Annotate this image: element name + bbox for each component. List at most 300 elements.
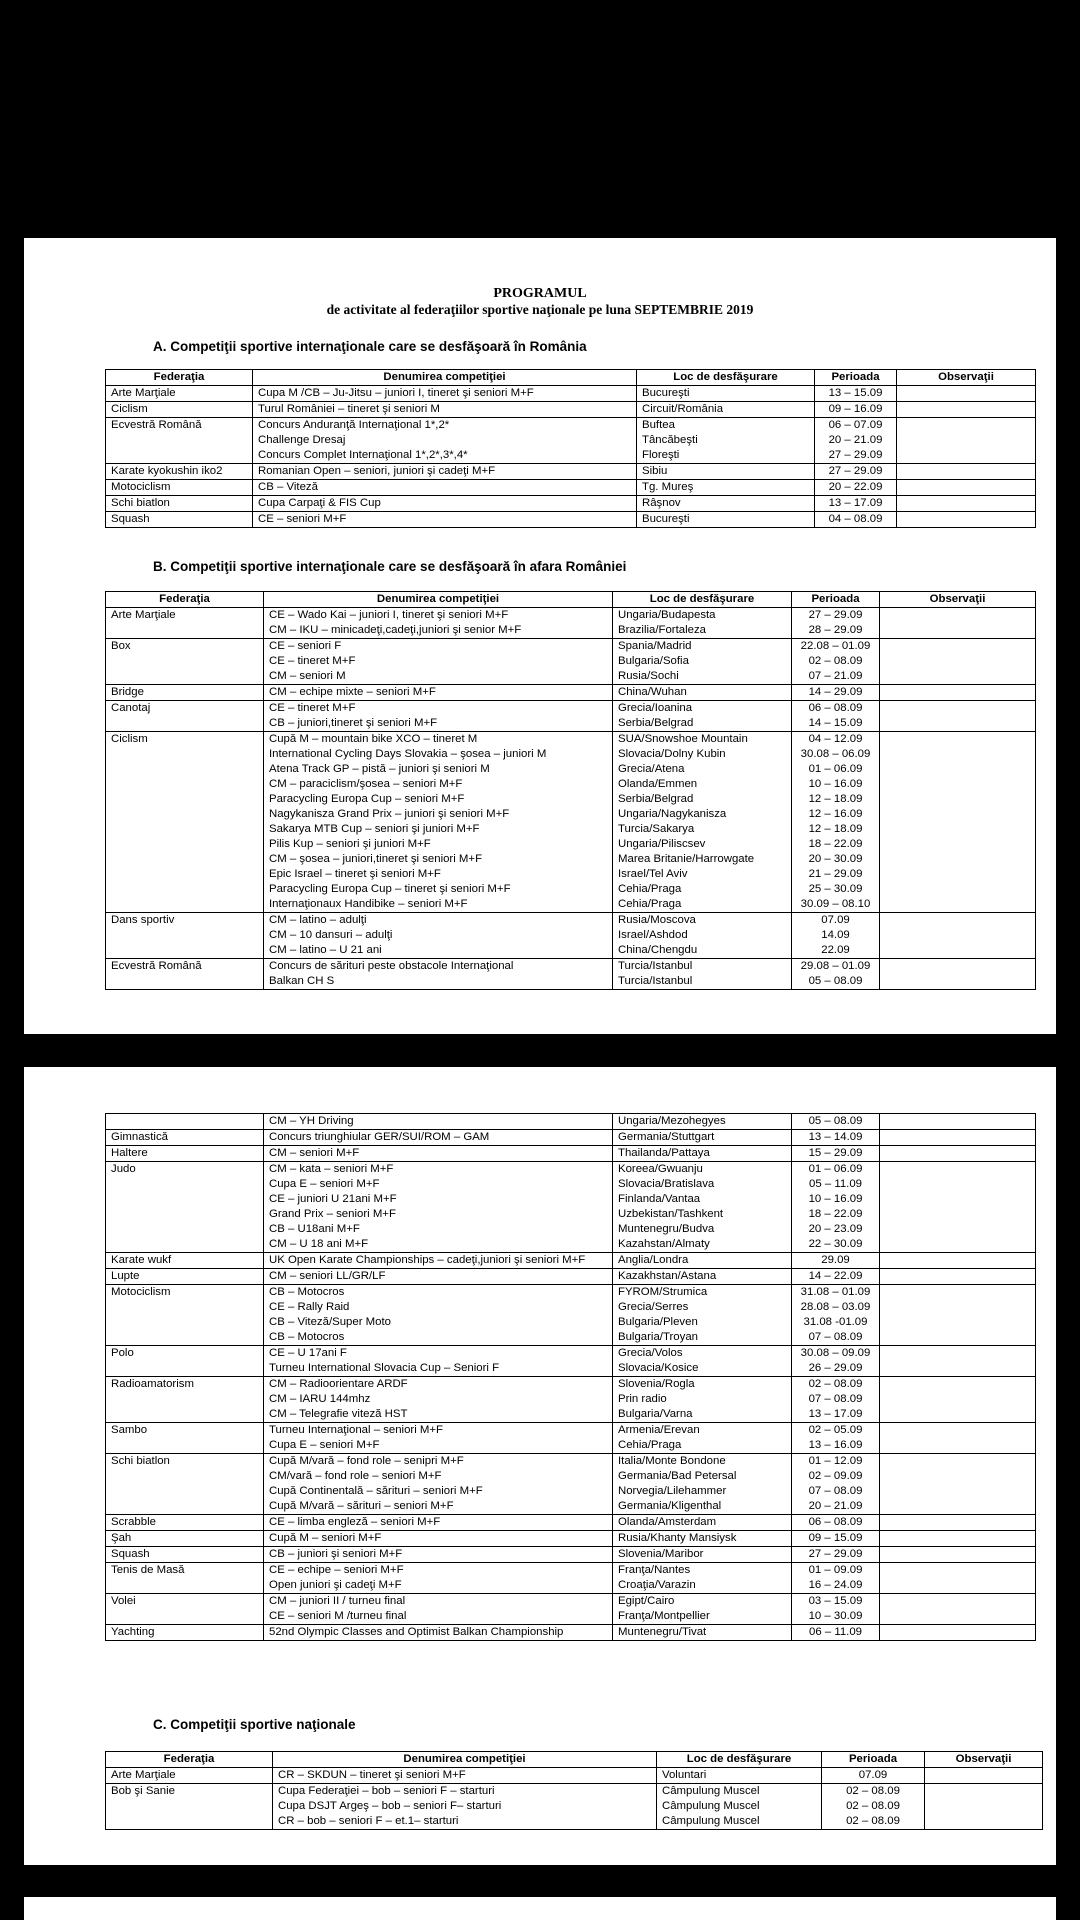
- cell-location-line: Turcia/Istanbul: [618, 960, 693, 972]
- cell-location-line: Floreşti: [642, 449, 680, 461]
- cell-location-line: Muntenegru/Tivat: [618, 1626, 707, 1638]
- cell-observations: [897, 464, 1036, 480]
- cell-period-line: 01 – 12.09: [808, 1455, 863, 1467]
- cell-location-line: China/Wuhan: [618, 686, 687, 698]
- cell-period: [792, 913, 880, 959]
- cell-location-line: Grecia/Volos: [618, 1347, 683, 1359]
- cell-competition-line: CM – U 18 ani M+F: [269, 1238, 369, 1250]
- cell-location-line: SUA/Snowshoe Mountain: [618, 733, 748, 745]
- cell-federation: Sambo: [106, 1423, 264, 1454]
- cell-competition-line: CE – juniori U 21ani M+F: [269, 1193, 397, 1205]
- cell-location-line: Câmpulung Muscel: [662, 1815, 760, 1827]
- cell-period-line: 27 – 29.09: [828, 465, 883, 477]
- cell-period: [792, 1130, 880, 1146]
- cell-competition: [264, 685, 613, 701]
- cell-competition-line: CM – şosea – juniori,tineret şi seniori M+F: [269, 853, 483, 865]
- cell-competition-line: CE – limba engleză – seniori M+F: [269, 1516, 441, 1528]
- cell-location-line: Armenia/Erevan: [618, 1424, 700, 1436]
- cell-location: [613, 1377, 792, 1423]
- cell-competition-line: Turneu International Slovacia Cup – Seniori F: [269, 1362, 500, 1374]
- cell-observations: [897, 496, 1036, 512]
- cell-competition-line: Concurs de sărituri peste obstacole Internaţional: [269, 960, 514, 972]
- cell-competition-line: CB – Motocros: [269, 1286, 345, 1298]
- table-row: [106, 1146, 1036, 1162]
- cell-location-line: Brazilia/Fortaleza: [618, 624, 706, 636]
- cell-competition-line: CM – YH Driving: [269, 1115, 354, 1127]
- cell-location: [613, 1162, 792, 1253]
- cell-location-line: Finlanda/Vantaa: [618, 1193, 701, 1205]
- cell-competition-line: Sakarya MTB Cup – seniori şi juniori M+F: [269, 823, 480, 835]
- section-a-title: A. Competiţii sportive internaţionale care se desfăşoară în România: [153, 339, 587, 354]
- cell-competition-line: Paracycling Europa Cup – seniori M+F: [269, 793, 465, 805]
- cell-competition-line: CB – Viteză: [258, 481, 318, 493]
- cell-competition: [264, 1162, 613, 1253]
- cell-observations: [880, 732, 1036, 913]
- table-row: [106, 732, 1036, 913]
- cell-federation: Lupte: [106, 1269, 264, 1285]
- table-row: [106, 386, 1036, 402]
- cell-period: [815, 464, 897, 480]
- document-page-2: [24, 1067, 1056, 1865]
- cell-location-line: Grecia/Ioanina: [618, 702, 693, 714]
- table-row: [106, 1531, 1036, 1547]
- cell-federation: Squash: [106, 512, 253, 528]
- cell-competition-line: CE – tineret M+F: [269, 702, 356, 714]
- table-row: [106, 913, 1036, 959]
- cell-location-line: Slovenia/Maribor: [618, 1548, 704, 1560]
- cell-location: [637, 480, 815, 496]
- cell-competition-line: Cupă Continentală – sărituri – seniori M+F: [269, 1485, 483, 1497]
- cell-location-line: Israel/Tel Aviv: [618, 868, 688, 880]
- cell-competition-line: CE – U 17ani F: [269, 1347, 347, 1359]
- cell-location-line: Voluntari: [662, 1769, 707, 1781]
- cell-period-line: 06 – 08.09: [808, 702, 863, 714]
- cell-competition-line: CB – juniori,tineret şi seniori M+F: [269, 717, 438, 729]
- cell-competition: [264, 1423, 613, 1454]
- cell-observations: [880, 1346, 1036, 1377]
- cell-period-line: 31.08 – 01.09: [800, 1286, 871, 1298]
- cell-competition-line: CB – Viteză/Super Moto: [269, 1316, 391, 1328]
- cell-location: [613, 913, 792, 959]
- cell-period: [792, 1625, 880, 1641]
- cell-period-line: 06 – 11.09: [809, 1626, 862, 1638]
- cell-federation: Arte Marţiale: [106, 1768, 273, 1784]
- cell-location-line: Muntenegru/Budva: [618, 1223, 715, 1235]
- cell-competition: [264, 1531, 613, 1547]
- table-row: [106, 685, 1036, 701]
- cell-competition-line: CE – seniori M+F: [258, 513, 347, 525]
- cell-location-line: Tâncăbeşti: [642, 434, 698, 446]
- header-federation: Federaţia: [106, 1752, 273, 1768]
- cell-period: [792, 685, 880, 701]
- cell-period: [792, 608, 880, 639]
- cell-federation: Bob şi Sanie: [106, 1784, 273, 1830]
- cell-competition-line: Romanian Open – seniori, juniori şi cadeţi M+F: [258, 465, 496, 477]
- header-competition: Denumirea competiţiei: [273, 1752, 657, 1768]
- cell-federation: Karate wukf: [106, 1253, 264, 1269]
- cell-period: [815, 480, 897, 496]
- cell-period-line: 26 – 29.09: [808, 1362, 863, 1374]
- cell-period: [792, 1346, 880, 1377]
- cell-competition-line: UK Open Karate Championships – cadeţi,juniori şi seniori M+F: [269, 1254, 586, 1266]
- cell-period-line: 02 – 09.09: [808, 1470, 863, 1482]
- cell-competition-line: CE – seniori F: [269, 640, 342, 652]
- cell-competition: [253, 496, 637, 512]
- cell-competition: [264, 1547, 613, 1563]
- table-row: [106, 1346, 1036, 1377]
- cell-period-line: 07 – 21.09: [808, 670, 863, 682]
- cell-federation: Arte Marţiale: [106, 608, 264, 639]
- cell-location-line: Ungaria/Piliscsev: [618, 838, 706, 850]
- cell-competition: [264, 1146, 613, 1162]
- cell-location-line: Circuit/România: [642, 403, 724, 415]
- cell-period-line: 30.08 – 06.09: [800, 748, 871, 760]
- table-section-a: [105, 369, 1036, 528]
- table-row: [106, 1547, 1036, 1563]
- cell-period-line: 20 – 21.09: [808, 1500, 863, 1512]
- header-competition: Denumirea competiţiei: [253, 370, 637, 386]
- cell-competition: [264, 1346, 613, 1377]
- cell-location-line: Kazahstan/Almaty: [618, 1238, 710, 1250]
- table-row: [106, 1285, 1036, 1346]
- cell-location-line: China/Chengdu: [618, 944, 698, 956]
- cell-period: [792, 1377, 880, 1423]
- cell-period-line: 07 – 08.09: [808, 1331, 863, 1343]
- cell-observations: [880, 1285, 1036, 1346]
- cell-location-line: Slovacia/Dolny Kubin: [618, 748, 726, 760]
- cell-federation: Polo: [106, 1346, 264, 1377]
- cell-competition-line: Grand Prix – seniori M+F: [269, 1208, 396, 1220]
- cell-period-line: 13 – 16.09: [808, 1439, 863, 1451]
- cell-location-line: Câmpulung Muscel: [662, 1800, 760, 1812]
- cell-location: [613, 639, 792, 685]
- document-title: PROGRAMUL: [493, 286, 587, 301]
- cell-period-line: 02 – 08.09: [808, 655, 863, 667]
- cell-location-line: Tg. Mureş: [642, 481, 694, 493]
- cell-observations: [880, 1269, 1036, 1285]
- cell-location: [637, 402, 815, 418]
- cell-competition-line: Cupă M – seniori M+F: [269, 1532, 382, 1544]
- table-row: [106, 1454, 1036, 1515]
- cell-period: [792, 1531, 880, 1547]
- cell-competition-line: CR – SKDUN – tineret şi seniori M+F: [278, 1769, 466, 1781]
- cell-period-line: 18 – 22.09: [808, 838, 863, 850]
- cell-federation: Schi biatlon: [106, 1454, 264, 1515]
- cell-period-line: 02 – 08.09: [846, 1815, 900, 1827]
- cell-competition-line: CM – latino – U 21 ani: [269, 944, 382, 956]
- cell-period-line: 05 – 11.09: [809, 1178, 862, 1190]
- cell-federation: Karate kyokushin iko2: [106, 464, 253, 480]
- cell-location-line: Thailanda/Pattaya: [618, 1147, 710, 1159]
- table-row: [106, 1594, 1036, 1625]
- cell-location-line: Bulgaria/Sofia: [618, 655, 689, 667]
- table-row: [106, 639, 1036, 685]
- cell-period-line: 14 – 22.09: [808, 1270, 863, 1282]
- document-page-1: [24, 238, 1056, 1034]
- cell-location: [613, 959, 792, 990]
- cell-observations: [880, 639, 1036, 685]
- cell-competition-line: CB – U18ani M+F: [269, 1223, 360, 1235]
- cell-period: [822, 1784, 925, 1830]
- cell-period-line: 04 – 12.09: [808, 733, 863, 745]
- cell-location: [613, 1625, 792, 1641]
- cell-location-line: Sibiu: [642, 465, 668, 477]
- cell-competition: [264, 608, 613, 639]
- cell-location-line: Germania/Stuttgart: [618, 1131, 715, 1143]
- cell-period-line: 27 – 29.09: [828, 449, 883, 461]
- cell-period-line: 12 – 16.09: [808, 808, 863, 820]
- cell-period: [792, 959, 880, 990]
- cell-period-line: 31.08 -01.09: [803, 1316, 868, 1328]
- cell-observations: [897, 402, 1036, 418]
- table-section-b-continued: [105, 1113, 1036, 1641]
- cell-competition-line: CE – tineret M+F: [269, 655, 356, 667]
- cell-observations: [880, 701, 1036, 732]
- header-period: Perioada: [815, 370, 897, 386]
- cell-observations: [880, 1253, 1036, 1269]
- cell-location-line: Bulgaria/Pleven: [618, 1316, 698, 1328]
- cell-period: [792, 1114, 880, 1130]
- cell-location-line: Rusia/Sochi: [618, 670, 679, 682]
- cell-period: [792, 1454, 880, 1515]
- cell-location-line: Grecia/Atena: [618, 763, 685, 775]
- cell-period-line: 13 – 15.09: [828, 387, 883, 399]
- cell-period-line: 20 – 30.09: [808, 853, 863, 865]
- cell-location-line: Serbia/Belgrad: [618, 793, 694, 805]
- cell-competition-line: Cupa DSJT Argeş – bob – seniori F– starturi: [278, 1800, 502, 1812]
- cell-competition-line: Nagykanisza Grand Prix – juniori şi seniori M+F: [269, 808, 510, 820]
- cell-location-line: Franţa/Montpellier: [618, 1610, 710, 1622]
- cell-federation: Motociclism: [106, 480, 253, 496]
- cell-location-line: Râşnov: [642, 497, 681, 509]
- cell-location-line: Ungaria/Mezohegyes: [618, 1115, 726, 1127]
- cell-location: [613, 1285, 792, 1346]
- cell-period: [792, 701, 880, 732]
- cell-period-line: 04 – 08.09: [828, 513, 883, 525]
- cell-period: [792, 1162, 880, 1253]
- cell-period: [792, 1269, 880, 1285]
- table-row: [106, 1269, 1036, 1285]
- cell-period-line: 01 – 06.09: [808, 763, 863, 775]
- cell-observations: [897, 386, 1036, 402]
- cell-competition-line: 52nd Olympic Classes and Optimist Balkan Championship: [269, 1626, 564, 1638]
- cell-competition: [264, 1285, 613, 1346]
- cell-location-line: Italia/Monte Bondone: [618, 1455, 726, 1467]
- table-header-row: [106, 592, 1036, 608]
- cell-period-line: 10 – 16.09: [808, 778, 863, 790]
- cell-competition-line: Balkan CH S: [269, 975, 335, 987]
- cell-period-line: 07 – 08.09: [808, 1485, 863, 1497]
- cell-location-line: Ungaria/Budapesta: [618, 609, 716, 621]
- cell-observations: [880, 1454, 1036, 1515]
- cell-competition-line: CM – Radioorientare ARDF: [269, 1378, 408, 1390]
- cell-competition-line: Cupa Carpaţi & FIS Cup: [258, 497, 381, 509]
- cell-period: [822, 1768, 925, 1784]
- cell-competition: [253, 512, 637, 528]
- cell-observations: [880, 1377, 1036, 1423]
- cell-period: [792, 1547, 880, 1563]
- cell-location-line: Croaţia/Varazin: [618, 1579, 696, 1591]
- cell-competition-line: CM – 10 dansuri – adulţi: [269, 929, 393, 941]
- table-row: [106, 959, 1036, 990]
- cell-period-line: 06 – 07.09: [828, 419, 883, 431]
- cell-period-line: 01 – 06.09: [808, 1163, 863, 1175]
- cell-period-line: 18 – 22.09: [808, 1208, 863, 1220]
- header-observations: Observaţii: [925, 1752, 1043, 1768]
- cell-observations: [897, 512, 1036, 528]
- cell-competition-line: Cupă M – mountain bike XCO – tineret M: [269, 733, 478, 745]
- table-row: [106, 512, 1036, 528]
- cell-competition: [264, 1454, 613, 1515]
- cell-competition-line: Internaţionaux Handibike – seniori M+F: [269, 898, 468, 910]
- cell-location-line: FYROM/Strumica: [618, 1286, 708, 1298]
- cell-federation: Haltere: [106, 1146, 264, 1162]
- cell-federation: Ciclism: [106, 402, 253, 418]
- cell-competition: [264, 732, 613, 913]
- cell-competition-line: CM – IARU 144mhz: [269, 1393, 371, 1405]
- cell-location-line: Slovacia/Bratislava: [618, 1178, 715, 1190]
- cell-period-line: 13 – 14.09: [808, 1131, 863, 1143]
- cell-period-line: 22 – 30.09: [808, 1238, 863, 1250]
- cell-observations: [880, 1531, 1036, 1547]
- cell-location-line: Rusia/Khanty Mansiysk: [618, 1532, 737, 1544]
- cell-location-line: Prin radio: [618, 1393, 667, 1405]
- cell-observations: [880, 608, 1036, 639]
- table-row: [106, 496, 1036, 512]
- cell-observations: [880, 1146, 1036, 1162]
- cell-location-line: Cehia/Praga: [618, 883, 682, 895]
- cell-competition-line: Concurs triunghiular GER/SUI/ROM – GAM: [269, 1131, 490, 1143]
- cell-federation: Ecvestră Română: [106, 959, 264, 990]
- table-header-row: [106, 1752, 1043, 1768]
- cell-competition-line: CE – echipe – seniori M+F: [269, 1564, 404, 1576]
- section-b-title: B. Competiţii sportive internaţionale care se desfăşoară în afara României: [153, 559, 627, 574]
- header-federation: Federaţia: [106, 370, 253, 386]
- cell-federation: Scrabble: [106, 1515, 264, 1531]
- cell-location-line: Koreea/Gwuanju: [618, 1163, 703, 1175]
- cell-competition: [253, 402, 637, 418]
- cell-competition: [273, 1768, 657, 1784]
- cell-period-line: 27 – 29.09: [808, 609, 863, 621]
- cell-period-line: 07.09: [821, 914, 850, 926]
- table-row: [106, 1784, 1043, 1830]
- cell-period-line: 20 – 22.09: [828, 481, 883, 493]
- cell-location-line: Germania/Kligenthal: [618, 1500, 722, 1512]
- cell-competition: [264, 1594, 613, 1625]
- cell-location-line: Uzbekistan/Tashkent: [618, 1208, 724, 1220]
- cell-period-line: 01 – 09.09: [808, 1564, 863, 1576]
- cell-competition: [264, 1515, 613, 1531]
- cell-location: [637, 418, 815, 464]
- cell-location: [637, 512, 815, 528]
- cell-period-line: 14 – 15.09: [808, 717, 863, 729]
- cell-period-line: 06 – 08.09: [808, 1516, 863, 1528]
- cell-competition-line: CM – seniori M: [269, 670, 346, 682]
- cell-location-line: Turcia/Istanbul: [618, 975, 693, 987]
- cell-competition-line: CM – echipe mixte – seniori M+F: [269, 686, 436, 698]
- cell-competition-line: Epic Israel – tineret şi seniori M+F: [269, 868, 441, 880]
- cell-competition: [264, 701, 613, 732]
- cell-observations: [880, 1547, 1036, 1563]
- cell-competition: [253, 480, 637, 496]
- cell-location: [613, 1423, 792, 1454]
- table-row: [106, 1423, 1036, 1454]
- cell-period: [792, 639, 880, 685]
- cell-period-line: 20 – 21.09: [828, 434, 883, 446]
- cell-federation: Gimnastică: [106, 1130, 264, 1146]
- cell-location: [613, 1594, 792, 1625]
- cell-location-line: Cehia/Praga: [618, 1439, 682, 1451]
- cell-period-line: 13 – 17.09: [808, 1408, 863, 1420]
- cell-observations: [925, 1784, 1043, 1830]
- cell-competition-line: Paracycling Europa Cup – tineret şi seniori M+F: [269, 883, 511, 895]
- cell-observations: [897, 418, 1036, 464]
- cell-period-line: 29.09: [821, 1254, 850, 1266]
- cell-competition: [264, 1253, 613, 1269]
- cell-location: [613, 1454, 792, 1515]
- cell-location: [613, 1346, 792, 1377]
- table-header-row: [106, 370, 1036, 386]
- cell-period-line: 29.08 – 01.09: [800, 960, 871, 972]
- cell-period-line: 07.09: [858, 1769, 888, 1781]
- cell-federation: Yachting: [106, 1625, 264, 1641]
- cell-period-line: 02 – 08.09: [808, 1378, 863, 1390]
- cell-period-line: 07 – 08.09: [808, 1393, 863, 1405]
- cell-federation: Canotaj: [106, 701, 264, 732]
- header-location: Loc de desfăşurare: [657, 1752, 822, 1768]
- cell-observations: [880, 913, 1036, 959]
- cell-competition-line: CB – Motocros: [269, 1331, 345, 1343]
- header-period: Perioada: [822, 1752, 925, 1768]
- header-location: Loc de desfăşurare: [613, 592, 792, 608]
- cell-competition: [264, 1377, 613, 1423]
- cell-competition: [264, 1625, 613, 1641]
- cell-location: [613, 1130, 792, 1146]
- cell-competition-line: CE – seniori M /turneu final: [269, 1610, 407, 1622]
- cell-period: [792, 1594, 880, 1625]
- table-section-b: [105, 591, 1036, 990]
- cell-competition-line: International Cycling Days Slovakia – şosea – juniori M: [269, 748, 547, 760]
- cell-federation: Radioamatorism: [106, 1377, 264, 1423]
- cell-location: [613, 685, 792, 701]
- cell-competition-line: CM – seniori LL/GR/LF: [269, 1270, 386, 1282]
- cell-period-line: 14 – 29.09: [808, 686, 863, 698]
- cell-location-line: Slovacia/Kosice: [618, 1362, 699, 1374]
- cell-federation: Arte Marţiale: [106, 386, 253, 402]
- cell-period-line: 10 – 16.09: [808, 1193, 863, 1205]
- cell-federation: [106, 1114, 264, 1130]
- cell-federation: Judo: [106, 1162, 264, 1253]
- cell-period-line: 20 – 23.09: [808, 1223, 863, 1235]
- table-row: [106, 1114, 1036, 1130]
- cell-period-line: 21 – 29.09: [808, 868, 863, 880]
- cell-competition-line: Cupa E – seniori M+F: [269, 1439, 380, 1451]
- cell-competition-line: CE – Rally Raid: [269, 1301, 350, 1313]
- cell-location: [637, 496, 815, 512]
- header-observations: Observaţii: [880, 592, 1036, 608]
- cell-observations: [880, 1563, 1036, 1594]
- cell-competition-line: Turul României – tineret şi seniori M: [258, 403, 440, 415]
- cell-period: [792, 732, 880, 913]
- cell-location-line: Bulgaria/Troyan: [618, 1331, 698, 1343]
- cell-competition-line: Turneu Internaţional – seniori M+F: [269, 1424, 444, 1436]
- cell-competition-line: Atena Track GP – pistă – juniori şi seniori M: [269, 763, 490, 775]
- cell-competition-line: CM – paraciclism/şosea – seniori M+F: [269, 778, 463, 790]
- header-federation: Federaţia: [106, 592, 264, 608]
- cell-location: [613, 1114, 792, 1130]
- header-observations: Observaţii: [897, 370, 1036, 386]
- cell-competition: [264, 913, 613, 959]
